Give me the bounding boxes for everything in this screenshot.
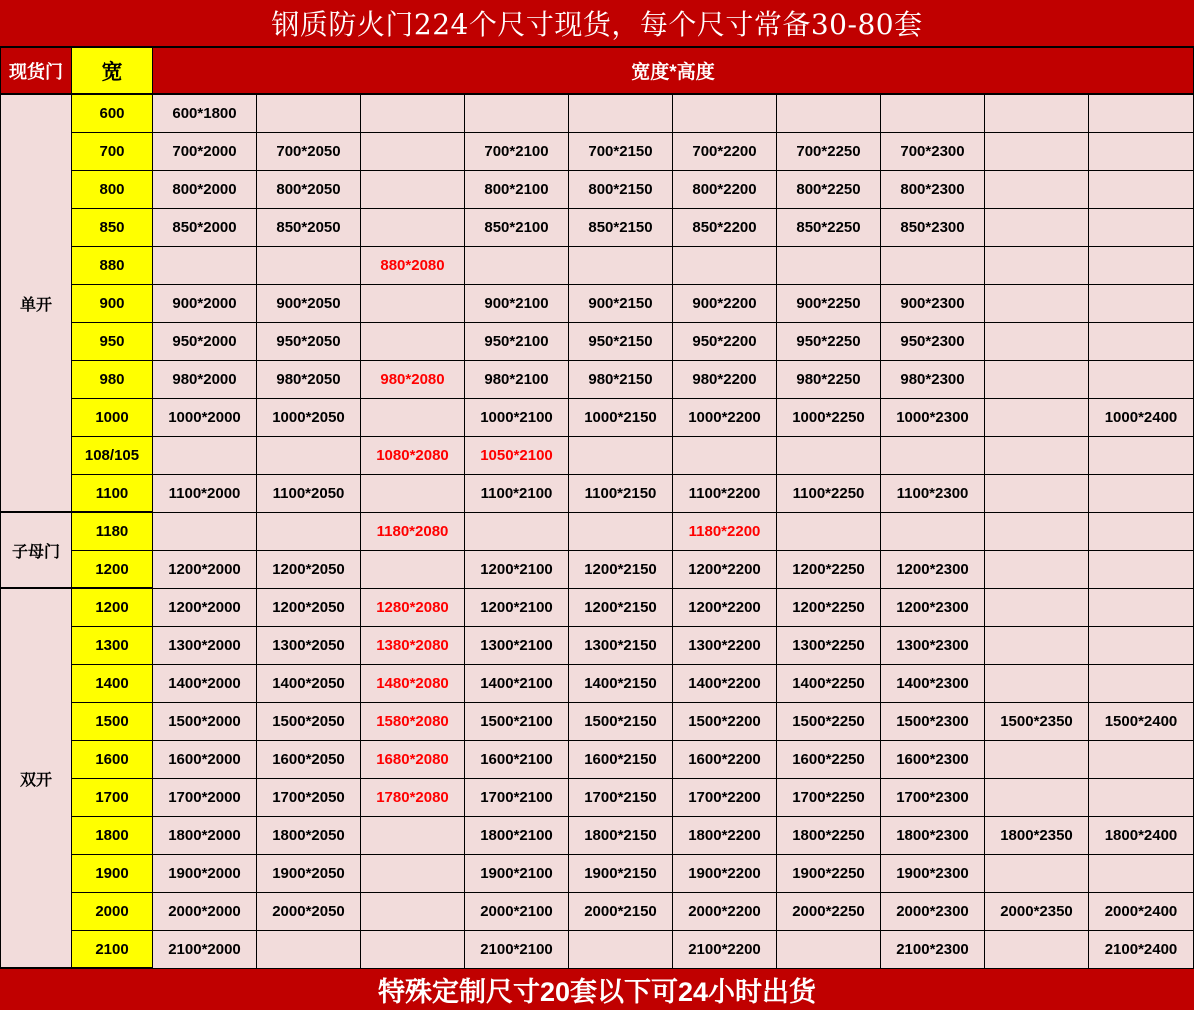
size-cell: 950*2000 xyxy=(153,323,257,361)
size-cell-highlighted: 880*2080 xyxy=(361,247,465,285)
page-title: 钢质防火门224个尺寸现货，每个尺寸常备30-80套 xyxy=(0,0,1194,48)
size-cell: 1900*2000 xyxy=(153,855,257,893)
size-cell: 1300*2250 xyxy=(777,627,881,665)
size-cell: 1300*2000 xyxy=(153,627,257,665)
empty-cell xyxy=(777,513,881,551)
size-cell: 1500*2000 xyxy=(153,703,257,741)
size-cell: 1200*2250 xyxy=(777,589,881,627)
width-cell: 900 xyxy=(72,285,153,323)
size-cell: 1200*2200 xyxy=(673,551,777,589)
size-cell: 700*2050 xyxy=(257,133,361,171)
empty-cell xyxy=(465,95,569,133)
size-cell: 1400*2200 xyxy=(673,665,777,703)
size-cell: 1400*2300 xyxy=(881,665,985,703)
empty-cell xyxy=(777,931,881,969)
size-cell: 2000*2150 xyxy=(569,893,673,931)
size-cell: 1800*2050 xyxy=(257,817,361,855)
size-cell: 1200*2300 xyxy=(881,589,985,627)
size-cell: 1000*2050 xyxy=(257,399,361,437)
size-cell: 700*2200 xyxy=(673,133,777,171)
size-cell: 1700*2150 xyxy=(569,779,673,817)
empty-cell xyxy=(985,285,1089,323)
size-cell: 1400*2050 xyxy=(257,665,361,703)
size-cell: 1000*2400 xyxy=(1089,399,1194,437)
empty-cell xyxy=(361,171,465,209)
size-cell: 800*2200 xyxy=(673,171,777,209)
door-type-cell: 子母门 xyxy=(0,513,72,589)
empty-cell xyxy=(361,285,465,323)
empty-cell xyxy=(1089,551,1194,589)
size-cell: 1000*2250 xyxy=(777,399,881,437)
size-cell: 1000*2200 xyxy=(673,399,777,437)
empty-cell xyxy=(1089,133,1194,171)
size-cell: 2000*2250 xyxy=(777,893,881,931)
size-cell: 1500*2350 xyxy=(985,703,1089,741)
width-cell: 1300 xyxy=(72,627,153,665)
size-cell: 850*2100 xyxy=(465,209,569,247)
size-cell: 1200*2100 xyxy=(465,551,569,589)
size-cell-highlighted: 1080*2080 xyxy=(361,437,465,475)
size-cell: 1800*2350 xyxy=(985,817,1089,855)
size-cell: 2100*2200 xyxy=(673,931,777,969)
size-cell: 1100*2150 xyxy=(569,475,673,513)
size-cell: 1300*2050 xyxy=(257,627,361,665)
size-cell: 1900*2100 xyxy=(465,855,569,893)
empty-cell xyxy=(361,323,465,361)
size-cell: 980*2300 xyxy=(881,361,985,399)
size-cell: 1900*2250 xyxy=(777,855,881,893)
size-cell: 900*2100 xyxy=(465,285,569,323)
size-cell: 1900*2050 xyxy=(257,855,361,893)
size-cell: 1500*2150 xyxy=(569,703,673,741)
size-cell: 1800*2250 xyxy=(777,817,881,855)
size-cell: 800*2000 xyxy=(153,171,257,209)
width-cell: 1800 xyxy=(72,817,153,855)
size-cell: 950*2300 xyxy=(881,323,985,361)
size-cell: 2100*2000 xyxy=(153,931,257,969)
size-cell: 1000*2150 xyxy=(569,399,673,437)
size-cell: 1200*2150 xyxy=(569,551,673,589)
size-cell: 1700*2250 xyxy=(777,779,881,817)
size-cell: 1200*2000 xyxy=(153,589,257,627)
size-cell: 1000*2100 xyxy=(465,399,569,437)
size-cell: 700*2300 xyxy=(881,133,985,171)
size-cell: 850*2200 xyxy=(673,209,777,247)
size-cell: 2000*2200 xyxy=(673,893,777,931)
size-cell: 1500*2200 xyxy=(673,703,777,741)
size-cell: 950*2100 xyxy=(465,323,569,361)
size-cell: 1500*2250 xyxy=(777,703,881,741)
size-cell: 850*2300 xyxy=(881,209,985,247)
empty-cell xyxy=(1089,475,1194,513)
header-width: 宽 xyxy=(72,48,153,95)
empty-cell xyxy=(153,513,257,551)
size-cell: 1600*2250 xyxy=(777,741,881,779)
size-cell: 2000*2100 xyxy=(465,893,569,931)
empty-cell xyxy=(1089,741,1194,779)
size-cell: 900*2200 xyxy=(673,285,777,323)
empty-cell xyxy=(985,665,1089,703)
size-cell: 1000*2000 xyxy=(153,399,257,437)
size-cell: 1600*2000 xyxy=(153,741,257,779)
empty-cell xyxy=(1089,779,1194,817)
size-cell-highlighted: 1680*2080 xyxy=(361,741,465,779)
empty-cell xyxy=(1089,323,1194,361)
size-cell: 1500*2400 xyxy=(1089,703,1194,741)
size-cell-highlighted: 1180*2200 xyxy=(673,513,777,551)
size-cell: 2000*2350 xyxy=(985,893,1089,931)
size-cell: 1700*2100 xyxy=(465,779,569,817)
size-cell: 1300*2150 xyxy=(569,627,673,665)
empty-cell xyxy=(361,95,465,133)
empty-cell xyxy=(465,513,569,551)
size-cell-highlighted: 1180*2080 xyxy=(361,513,465,551)
size-cell: 1200*2050 xyxy=(257,589,361,627)
size-cell: 1500*2100 xyxy=(465,703,569,741)
width-cell: 600 xyxy=(72,95,153,133)
empty-cell xyxy=(985,475,1089,513)
size-cell: 900*2050 xyxy=(257,285,361,323)
size-cell: 1300*2300 xyxy=(881,627,985,665)
size-cell: 1800*2150 xyxy=(569,817,673,855)
empty-cell xyxy=(985,133,1089,171)
width-cell: 1200 xyxy=(72,589,153,627)
size-cell: 2100*2400 xyxy=(1089,931,1194,969)
size-cell: 950*2200 xyxy=(673,323,777,361)
empty-cell xyxy=(1089,665,1194,703)
size-cell: 1400*2250 xyxy=(777,665,881,703)
door-type-cell: 单开 xyxy=(0,95,72,513)
door-type-cell: 双开 xyxy=(0,589,72,969)
size-cell: 1100*2200 xyxy=(673,475,777,513)
size-cell: 1800*2000 xyxy=(153,817,257,855)
empty-cell xyxy=(361,931,465,969)
size-cell: 800*2150 xyxy=(569,171,673,209)
empty-cell xyxy=(569,931,673,969)
size-table xyxy=(0,48,1194,969)
size-cell: 1600*2150 xyxy=(569,741,673,779)
size-cell: 900*2250 xyxy=(777,285,881,323)
width-cell: 800 xyxy=(72,171,153,209)
empty-cell xyxy=(1089,361,1194,399)
width-cell: 1180 xyxy=(72,513,153,551)
empty-cell xyxy=(1089,437,1194,475)
width-cell: 108/105 xyxy=(72,437,153,475)
size-cell: 2000*2000 xyxy=(153,893,257,931)
size-cell: 1100*2000 xyxy=(153,475,257,513)
size-cell: 1200*2200 xyxy=(673,589,777,627)
width-cell: 1500 xyxy=(72,703,153,741)
size-cell: 1800*2100 xyxy=(465,817,569,855)
size-cell: 980*2250 xyxy=(777,361,881,399)
empty-cell xyxy=(881,95,985,133)
empty-cell xyxy=(361,817,465,855)
header-size: 宽度*高度 xyxy=(153,48,1194,95)
size-cell: 850*2000 xyxy=(153,209,257,247)
size-cell: 2100*2300 xyxy=(881,931,985,969)
empty-cell xyxy=(361,133,465,171)
width-cell: 850 xyxy=(72,209,153,247)
size-cell: 1100*2050 xyxy=(257,475,361,513)
size-cell-highlighted: 1580*2080 xyxy=(361,703,465,741)
size-cell: 700*2000 xyxy=(153,133,257,171)
width-cell: 1200 xyxy=(72,551,153,589)
size-cell: 850*2250 xyxy=(777,209,881,247)
empty-cell xyxy=(361,209,465,247)
empty-cell xyxy=(1089,247,1194,285)
size-cell: 2100*2100 xyxy=(465,931,569,969)
empty-cell xyxy=(777,247,881,285)
empty-cell xyxy=(985,855,1089,893)
empty-cell xyxy=(673,95,777,133)
empty-cell xyxy=(569,437,673,475)
size-cell: 1900*2200 xyxy=(673,855,777,893)
empty-cell xyxy=(673,247,777,285)
empty-cell xyxy=(777,437,881,475)
size-cell: 1000*2300 xyxy=(881,399,985,437)
empty-cell xyxy=(569,95,673,133)
empty-cell xyxy=(361,475,465,513)
size-cell: 1100*2300 xyxy=(881,475,985,513)
empty-cell xyxy=(985,399,1089,437)
size-cell: 1300*2100 xyxy=(465,627,569,665)
size-cell: 1200*2050 xyxy=(257,551,361,589)
size-cell: 1700*2000 xyxy=(153,779,257,817)
empty-cell xyxy=(257,247,361,285)
empty-cell xyxy=(881,513,985,551)
size-cell: 700*2100 xyxy=(465,133,569,171)
size-cell: 1600*2100 xyxy=(465,741,569,779)
empty-cell xyxy=(361,893,465,931)
width-cell: 1000 xyxy=(72,399,153,437)
empty-cell xyxy=(985,247,1089,285)
size-cell: 1100*2100 xyxy=(465,475,569,513)
empty-cell xyxy=(985,361,1089,399)
size-cell: 980*2200 xyxy=(673,361,777,399)
size-cell: 1600*2300 xyxy=(881,741,985,779)
empty-cell xyxy=(257,931,361,969)
empty-cell xyxy=(153,437,257,475)
size-cell: 1800*2300 xyxy=(881,817,985,855)
width-cell: 2000 xyxy=(72,893,153,931)
footer-note: 特殊定制尺寸20套以下可24小时出货 xyxy=(0,969,1194,1010)
size-cell-highlighted: 1780*2080 xyxy=(361,779,465,817)
size-cell: 900*2300 xyxy=(881,285,985,323)
size-cell-highlighted: 1380*2080 xyxy=(361,627,465,665)
size-cell: 700*2250 xyxy=(777,133,881,171)
size-cell: 1900*2300 xyxy=(881,855,985,893)
size-cell: 1400*2100 xyxy=(465,665,569,703)
size-cell: 1200*2100 xyxy=(465,589,569,627)
size-cell: 980*2050 xyxy=(257,361,361,399)
size-cell: 2000*2400 xyxy=(1089,893,1194,931)
empty-cell xyxy=(257,437,361,475)
empty-cell xyxy=(881,437,985,475)
empty-cell xyxy=(985,779,1089,817)
empty-cell xyxy=(985,95,1089,133)
size-cell: 800*2250 xyxy=(777,171,881,209)
empty-cell xyxy=(985,931,1089,969)
size-cell: 1100*2250 xyxy=(777,475,881,513)
size-cell: 1200*2150 xyxy=(569,589,673,627)
size-cell: 2000*2300 xyxy=(881,893,985,931)
size-cell: 900*2150 xyxy=(569,285,673,323)
size-cell: 980*2100 xyxy=(465,361,569,399)
size-cell-highlighted: 1480*2080 xyxy=(361,665,465,703)
empty-cell xyxy=(985,627,1089,665)
size-cell: 1500*2300 xyxy=(881,703,985,741)
empty-cell xyxy=(465,247,569,285)
size-cell-highlighted: 980*2080 xyxy=(361,361,465,399)
empty-cell xyxy=(985,171,1089,209)
empty-cell xyxy=(361,551,465,589)
size-cell: 900*2000 xyxy=(153,285,257,323)
size-cell: 1200*2300 xyxy=(881,551,985,589)
size-cell: 850*2050 xyxy=(257,209,361,247)
header-door-type: 现货门 xyxy=(0,48,72,95)
size-cell: 1600*2200 xyxy=(673,741,777,779)
empty-cell xyxy=(985,551,1089,589)
size-cell: 1800*2200 xyxy=(673,817,777,855)
empty-cell xyxy=(985,589,1089,627)
empty-cell xyxy=(673,437,777,475)
size-cell: 1300*2200 xyxy=(673,627,777,665)
width-cell: 1100 xyxy=(72,475,153,513)
empty-cell xyxy=(153,247,257,285)
size-cell: 1800*2400 xyxy=(1089,817,1194,855)
size-cell: 1200*2250 xyxy=(777,551,881,589)
empty-cell xyxy=(257,513,361,551)
size-cell-highlighted: 1050*2100 xyxy=(465,437,569,475)
size-cell: 1400*2150 xyxy=(569,665,673,703)
size-cell: 980*2000 xyxy=(153,361,257,399)
empty-cell xyxy=(1089,627,1194,665)
width-cell: 700 xyxy=(72,133,153,171)
size-cell: 800*2050 xyxy=(257,171,361,209)
empty-cell xyxy=(985,741,1089,779)
size-cell: 950*2150 xyxy=(569,323,673,361)
empty-cell xyxy=(1089,589,1194,627)
empty-cell xyxy=(1089,285,1194,323)
size-cell: 1900*2150 xyxy=(569,855,673,893)
empty-cell xyxy=(1089,855,1194,893)
size-cell: 1500*2050 xyxy=(257,703,361,741)
empty-cell xyxy=(985,323,1089,361)
size-cell: 1200*2000 xyxy=(153,551,257,589)
size-cell: 600*1800 xyxy=(153,95,257,133)
size-cell: 950*2050 xyxy=(257,323,361,361)
width-cell: 1700 xyxy=(72,779,153,817)
empty-cell xyxy=(361,399,465,437)
empty-cell xyxy=(985,209,1089,247)
width-cell: 880 xyxy=(72,247,153,285)
size-cell-highlighted: 1280*2080 xyxy=(361,589,465,627)
empty-cell xyxy=(985,437,1089,475)
size-cell: 800*2300 xyxy=(881,171,985,209)
size-cell: 1700*2050 xyxy=(257,779,361,817)
size-cell: 980*2150 xyxy=(569,361,673,399)
empty-cell xyxy=(985,513,1089,551)
empty-cell xyxy=(1089,171,1194,209)
size-cell: 1600*2050 xyxy=(257,741,361,779)
empty-cell xyxy=(777,95,881,133)
width-cell: 1900 xyxy=(72,855,153,893)
size-cell: 1700*2200 xyxy=(673,779,777,817)
size-cell: 1700*2300 xyxy=(881,779,985,817)
size-cell: 950*2250 xyxy=(777,323,881,361)
size-cell: 850*2150 xyxy=(569,209,673,247)
empty-cell xyxy=(569,247,673,285)
size-cell: 1400*2000 xyxy=(153,665,257,703)
empty-cell xyxy=(1089,513,1194,551)
size-cell: 700*2150 xyxy=(569,133,673,171)
empty-cell xyxy=(361,855,465,893)
width-cell: 1600 xyxy=(72,741,153,779)
width-cell: 980 xyxy=(72,361,153,399)
empty-cell xyxy=(881,247,985,285)
empty-cell xyxy=(569,513,673,551)
width-cell: 2100 xyxy=(72,931,153,969)
size-cell: 2000*2050 xyxy=(257,893,361,931)
empty-cell xyxy=(1089,95,1194,133)
width-cell: 950 xyxy=(72,323,153,361)
width-cell: 1400 xyxy=(72,665,153,703)
size-cell: 800*2100 xyxy=(465,171,569,209)
empty-cell xyxy=(1089,209,1194,247)
empty-cell xyxy=(257,95,361,133)
